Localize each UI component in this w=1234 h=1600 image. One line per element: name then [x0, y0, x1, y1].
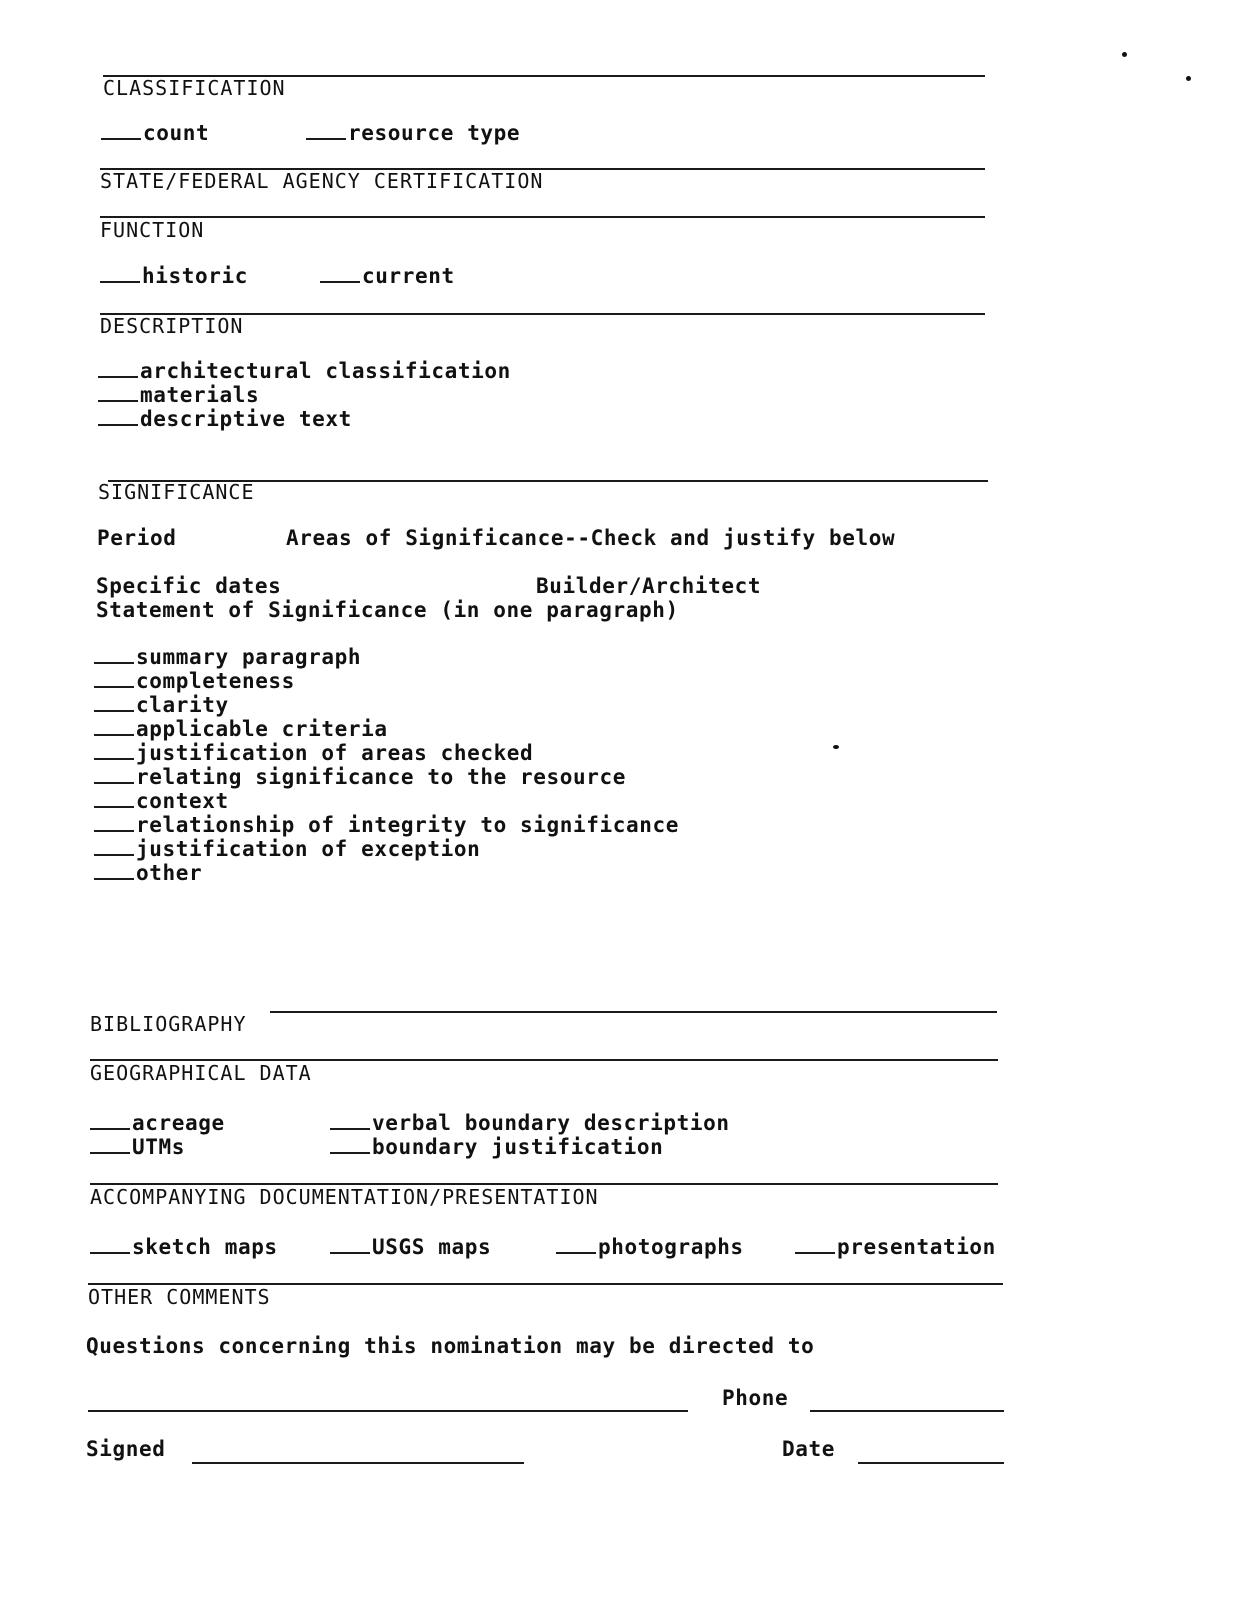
check-blank[interactable]: [94, 812, 134, 832]
checklist-item-verbal-boundary: verbal boundary description: [330, 1110, 730, 1135]
section-rule: [270, 1011, 997, 1013]
check-blank[interactable]: [90, 1234, 130, 1254]
accompanying-heading: ACCOMPANYING DOCUMENTATION/PRESENTATION: [90, 1185, 599, 1209]
date-line[interactable]: [858, 1462, 1004, 1464]
checklist-item-sketch-maps: sketch maps: [90, 1234, 278, 1259]
checklist-item-acreage: acreage: [90, 1110, 225, 1135]
check-blank[interactable]: [94, 716, 134, 736]
check-blank[interactable]: [98, 382, 138, 402]
check-blank[interactable]: [94, 764, 134, 784]
statement-of-significance-label: Statement of Significance (in one paragraph): [96, 598, 679, 622]
check-blank[interactable]: [94, 860, 134, 880]
check-blank[interactable]: [94, 692, 134, 712]
check-blank[interactable]: [330, 1234, 370, 1254]
checklist-item: descriptive text: [98, 406, 352, 431]
checklist-item-usgs-maps: USGS maps: [330, 1234, 491, 1259]
function-heading: FUNCTION: [100, 218, 205, 242]
checklist-item-boundary-justification: boundary justification: [330, 1134, 663, 1159]
areas-of-significance-label: Areas of Significance--Check and justify below: [286, 526, 896, 550]
checklist-item: context: [94, 788, 229, 813]
checklist-item-count: count: [101, 120, 209, 145]
other-comments-heading: OTHER COMMENTS: [88, 1285, 271, 1309]
state-federal-heading: STATE/FEDERAL AGENCY CERTIFICATION: [100, 169, 544, 193]
checklist-item: applicable criteria: [94, 716, 388, 741]
checklist-item: summary paragraph: [94, 644, 361, 669]
classification-heading: CLASSIFICATION: [103, 76, 286, 100]
significance-heading: SIGNIFICANCE: [98, 480, 255, 504]
checklist-item-utms: UTMs: [90, 1134, 185, 1159]
check-blank[interactable]: [556, 1234, 596, 1254]
contact-name-line[interactable]: [88, 1410, 688, 1412]
check-blank[interactable]: [100, 263, 140, 283]
check-blank[interactable]: [94, 740, 134, 760]
checklist-item: relationship of integrity to significance: [94, 812, 679, 837]
check-blank[interactable]: [90, 1110, 130, 1130]
checklist-item: justification of exception: [94, 836, 480, 861]
checklist-item: justification of areas checked: [94, 740, 533, 765]
questions-directed-to: Questions concerning this nomination may be directed to: [86, 1334, 815, 1358]
check-blank[interactable]: [330, 1134, 370, 1154]
checklist-item: relating significance to the resource: [94, 764, 626, 789]
checklist-item-historic: historic: [100, 263, 248, 288]
period-label: Period: [97, 526, 177, 550]
checklist-item-resource-type: resource type: [306, 120, 520, 145]
scan-speck: [1186, 76, 1191, 81]
check-blank[interactable]: [94, 644, 134, 664]
checklist-item-current: current: [320, 263, 455, 288]
scan-speck: [833, 745, 839, 749]
check-blank[interactable]: [98, 406, 138, 426]
scan-speck: [1122, 52, 1127, 57]
check-blank[interactable]: [330, 1110, 370, 1130]
checklist-item: architectural classification: [98, 358, 511, 383]
bibliography-heading: BIBLIOGRAPHY: [90, 1012, 247, 1036]
check-blank[interactable]: [320, 263, 360, 283]
check-blank[interactable]: [94, 668, 134, 688]
check-blank[interactable]: [94, 788, 134, 808]
checklist-item: clarity: [94, 692, 229, 717]
checklist-item: completeness: [94, 668, 295, 693]
check-blank[interactable]: [795, 1234, 835, 1254]
checklist-item-photographs: photographs: [556, 1234, 744, 1259]
phone-line[interactable]: [810, 1410, 1004, 1412]
check-blank[interactable]: [98, 358, 138, 378]
specific-dates-label: Specific dates: [96, 574, 282, 598]
description-heading: DESCRIPTION: [100, 314, 244, 338]
check-blank[interactable]: [94, 836, 134, 856]
checklist-item: materials: [98, 382, 259, 407]
check-blank[interactable]: [90, 1134, 130, 1154]
geographical-data-heading: GEOGRAPHICAL DATA: [90, 1061, 312, 1085]
check-blank[interactable]: [306, 120, 346, 140]
check-blank[interactable]: [101, 120, 141, 140]
checklist-item: other: [94, 860, 202, 885]
signature-line[interactable]: [192, 1462, 524, 1464]
builder-architect-label: Builder/Architect: [536, 574, 762, 598]
date-label: Date: [782, 1437, 835, 1461]
signed-label: Signed: [86, 1437, 166, 1461]
section-rule: [100, 216, 985, 218]
checklist-item-presentation: presentation: [795, 1234, 996, 1259]
phone-label: Phone: [722, 1386, 789, 1410]
